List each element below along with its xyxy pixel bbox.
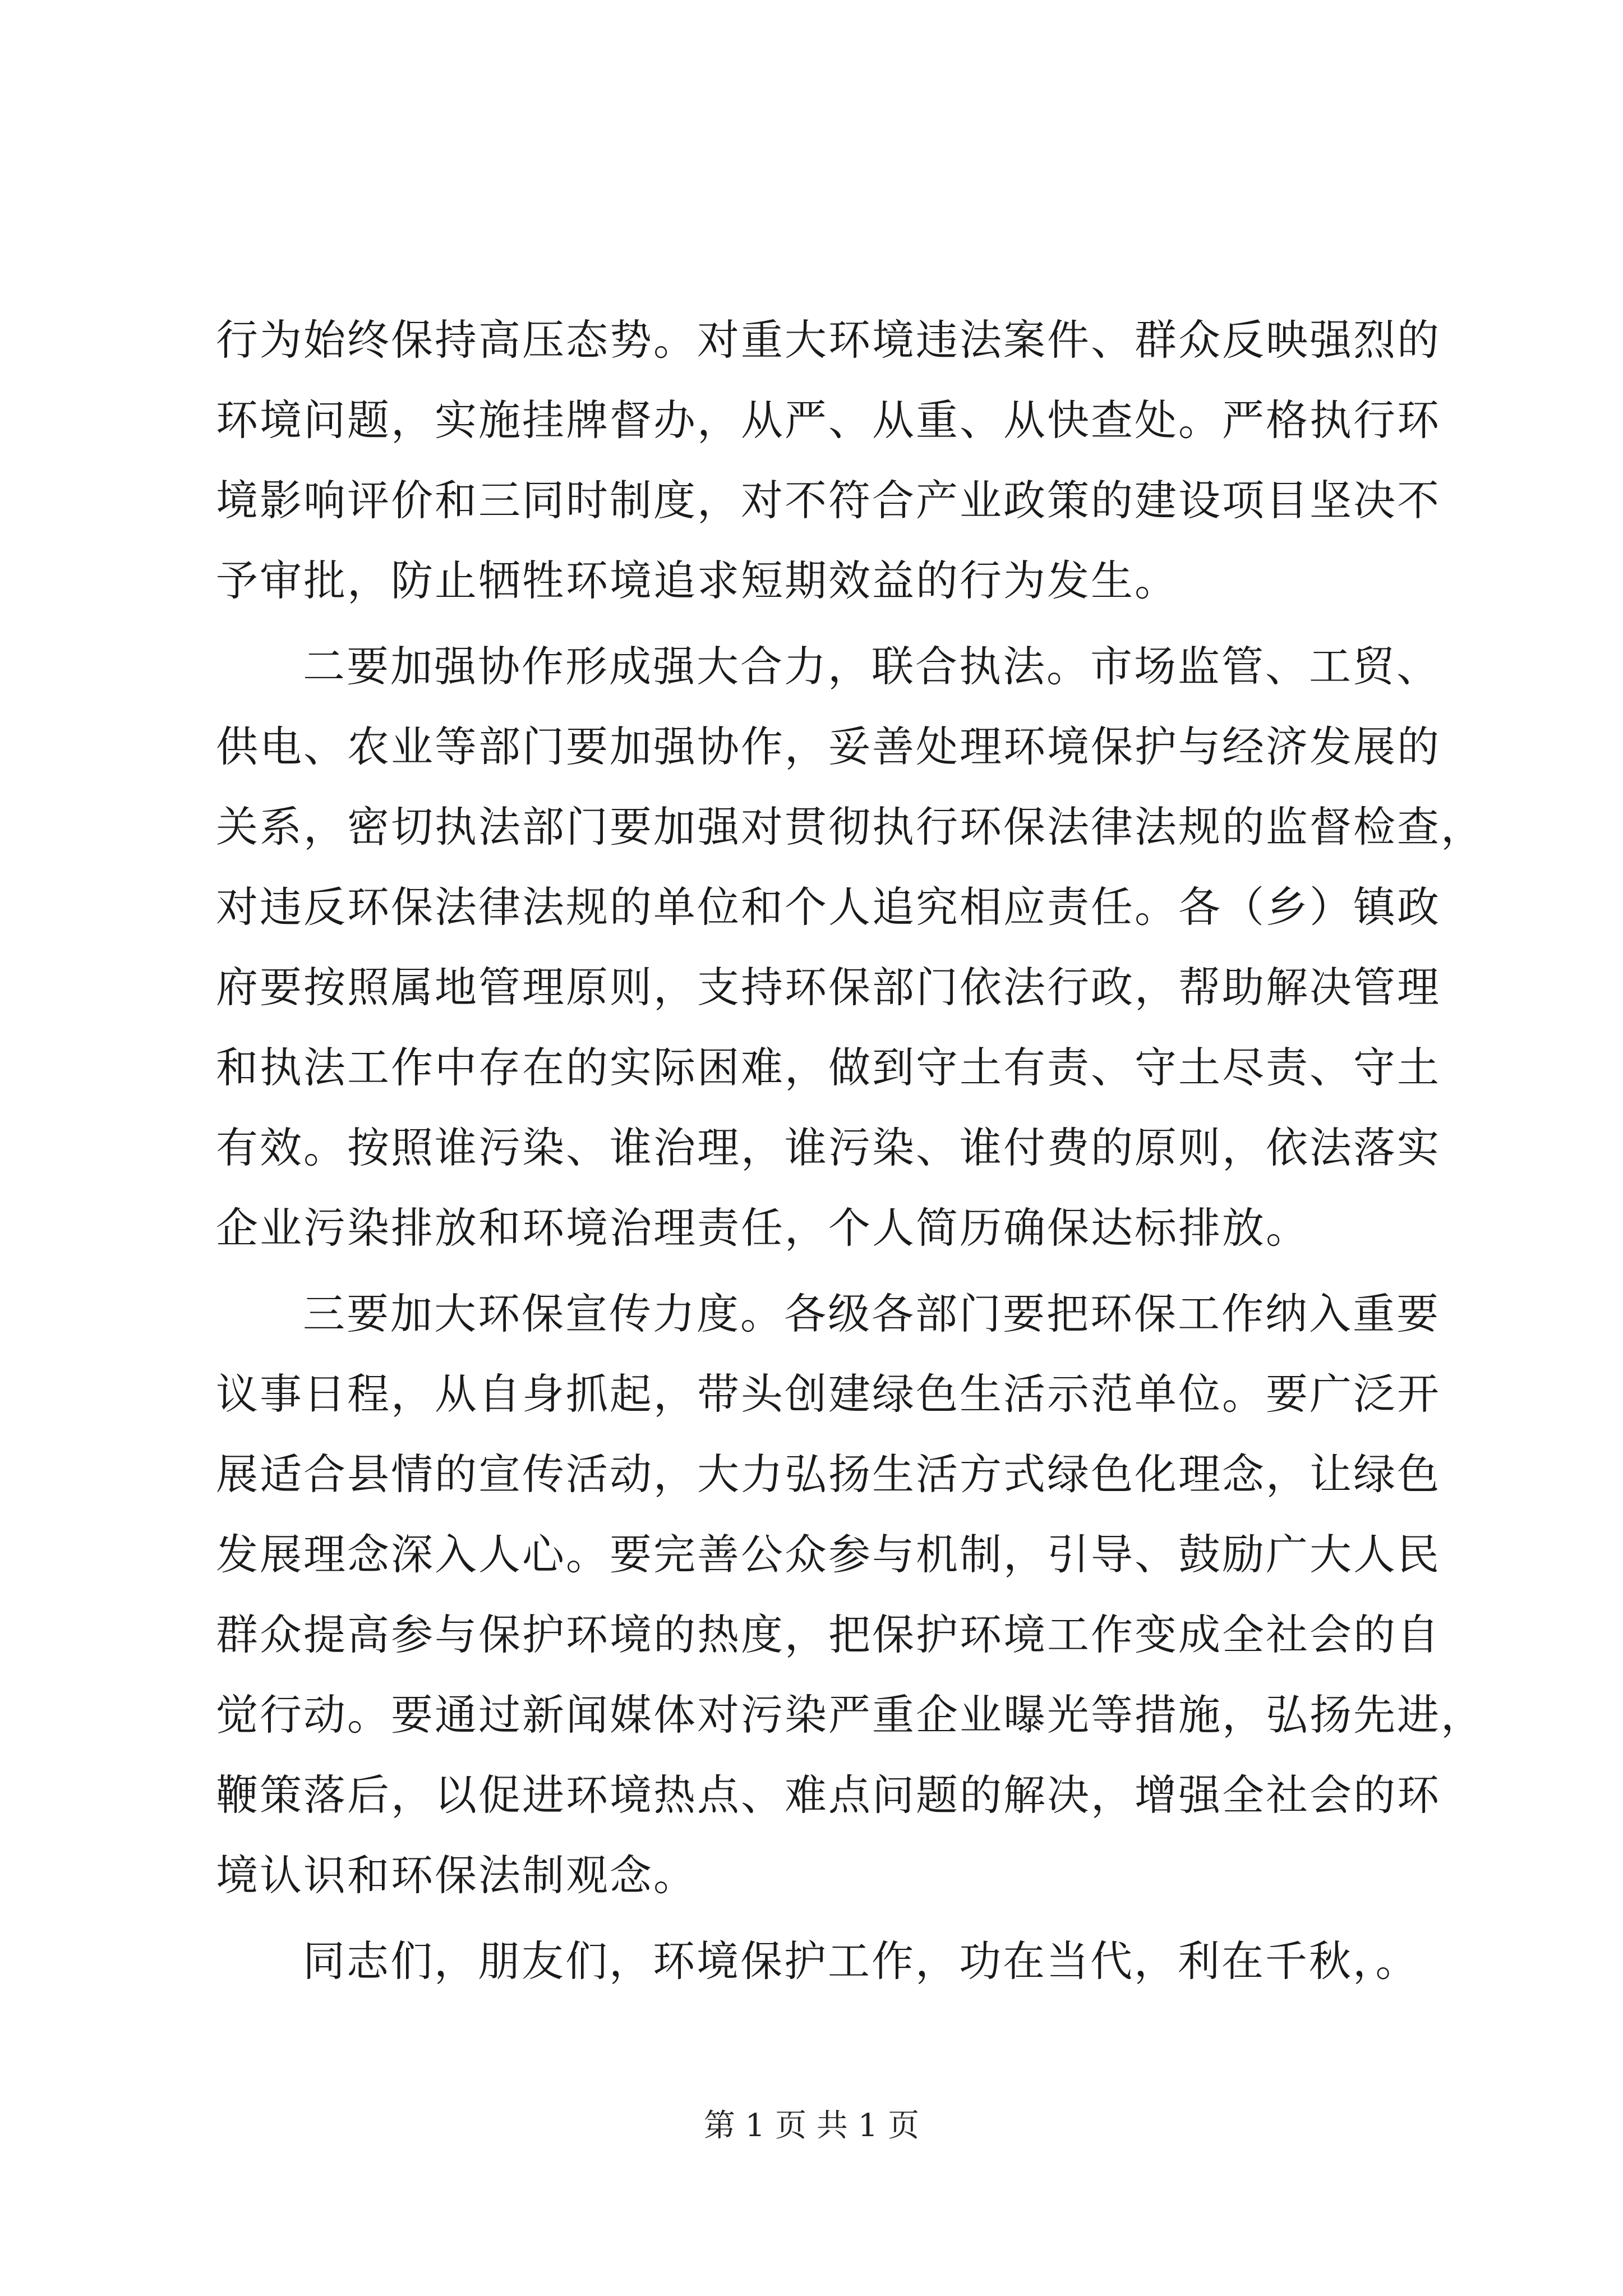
document-body (216, 300, 1485, 2001)
paragraph-line: 三要加大环保宣传力度。各级各部门要把环保工作纳入重要 (303, 1289, 1441, 1338)
paragraph-1 (216, 300, 1441, 621)
paragraph-line: 府要按照属地管理原则，支持环保部门依法行政，帮助解决管理 (216, 963, 1441, 1012)
paragraph-line: 供电、农业等部门要加强协作，妥善处理环境保护与经济发展的 (216, 722, 1441, 771)
paragraph-line: 关系，密切执法部门要加强对贯彻执行环保法律法规的监督检查， (216, 802, 1485, 852)
paragraph-line: 企业污染排放和环境治理责任，个人简历确保达标排放。 (216, 1203, 1310, 1253)
paragraph-line: 予审批，防止牺牲环境追求短期效益的行为发生。 (216, 556, 1179, 605)
paragraph-line: 境认识和环保法制观念。 (216, 1851, 698, 1900)
paragraph-3 (216, 1274, 1485, 1916)
paragraph-4 (216, 1921, 1419, 2001)
paragraph-line: 发展理念深入人心。要完善公众参与机制，引导、鼓励广大人民 (216, 1530, 1441, 1579)
page-footer: 第 1 页 共 1 页 (703, 2108, 920, 2144)
paragraph-line: 觉行动。要通过新闻媒体对污染严重企业曝光等措施，弘扬先进， (216, 1690, 1485, 1740)
paragraph-line: 有效。按照谁污染、谁治理，谁污染、谁付费的原则，依法落实 (216, 1123, 1441, 1172)
paragraph-line: 同志们，朋友们，环境保护工作，功在当代，利在千秋，。 (303, 1936, 1419, 1986)
paragraph-line: 境影响评价和三同时制度，对不符合产业政策的建设项目坚决不 (216, 476, 1441, 525)
paragraph-line: 议事日程，从自身抓起，带头创建绿色生活示范单位。要广泛开 (216, 1369, 1441, 1419)
paragraph-line: 对违反环保法律法规的单位和个人追究相应责任。各（乡）镇政 (216, 882, 1441, 932)
paragraph-line: 环境问题，实施挂牌督办，从严、从重、从快查处。严格执行环 (216, 395, 1441, 445)
paragraph-line: 和执法工作中存在的实际困难，做到守土有责、守土尽责、守土 (216, 1043, 1441, 1092)
paragraph-line: 鞭策落后，以促进环境热点、难点问题的解决，增强全社会的环 (216, 1770, 1441, 1820)
paragraph-line: 群众提高参与保护环境的热度，把保护环境工作变成全社会的自 (216, 1610, 1441, 1659)
paragraph-line: 展适合县情的宣传活动，大力弘扬生活方式绿色化理念，让绿色 (216, 1450, 1441, 1499)
paragraph-line: 二要加强协作形成强大合力，联合执法。市场监管、工贸、 (303, 642, 1441, 691)
paragraph-line: 行为始终保持高压态势。对重大环境违法案件、群众反映强烈的 (216, 315, 1441, 365)
paragraph-2 (216, 627, 1485, 1268)
